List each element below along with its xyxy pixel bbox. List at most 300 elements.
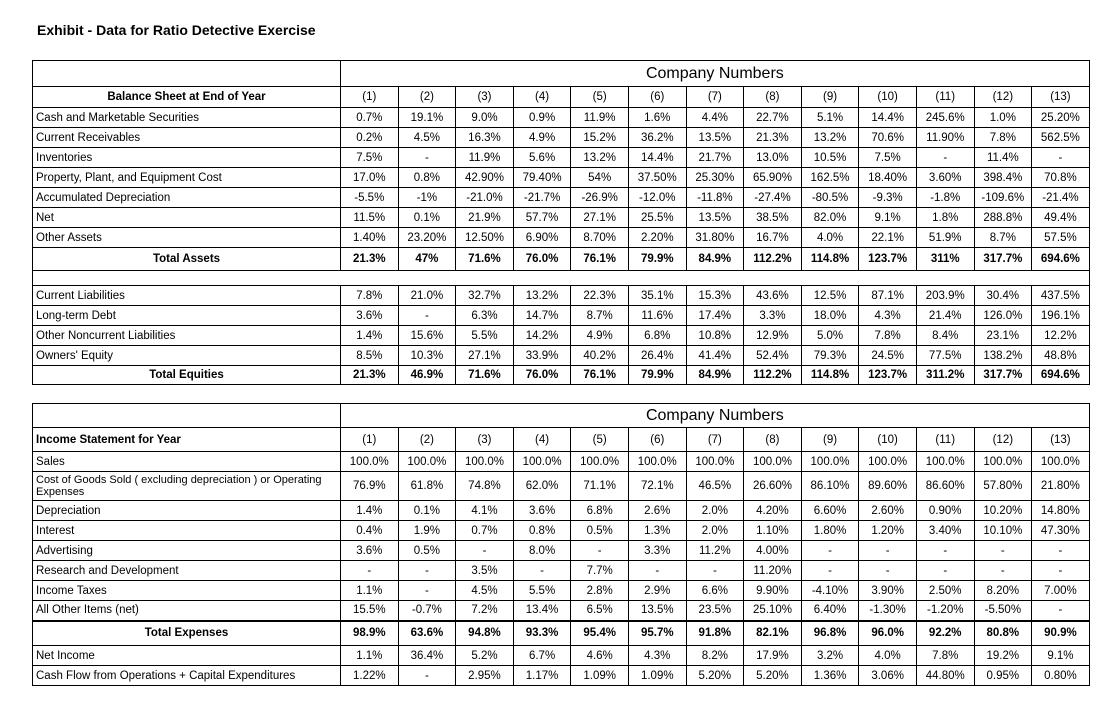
value-cell: 12.50% xyxy=(456,228,514,248)
value-cell: 3.2% xyxy=(801,646,859,666)
value-cell: -26.9% xyxy=(571,188,629,208)
value-cell: 71.1% xyxy=(571,472,629,501)
value-cell: 76.0% xyxy=(513,248,571,271)
value-cell: 6.5% xyxy=(571,601,629,621)
company-number-8: (8) xyxy=(744,87,802,108)
value-cell: 95.7% xyxy=(628,621,686,646)
value-cell: 57.7% xyxy=(513,208,571,228)
table-row xyxy=(33,646,1090,666)
value-cell: 70.6% xyxy=(859,128,917,148)
value-cell: -21.7% xyxy=(513,188,571,208)
value-cell: - xyxy=(686,561,744,581)
value-cell: 100.0% xyxy=(628,452,686,472)
value-cell: 19.1% xyxy=(398,108,456,128)
spacer-row xyxy=(33,271,1090,286)
value-cell: - xyxy=(1032,561,1090,581)
company-number-3: (3) xyxy=(456,87,514,108)
value-cell: 3.06% xyxy=(859,666,917,686)
table-row xyxy=(33,168,1090,188)
value-cell: 1.17% xyxy=(513,666,571,686)
value-cell: 26.4% xyxy=(628,346,686,366)
value-cell: 82.1% xyxy=(744,621,802,646)
row-label: Owners' Equity xyxy=(33,346,341,366)
total-assets-row xyxy=(33,248,1090,271)
company-number-7: (7) xyxy=(686,87,744,108)
value-cell: 21.3% xyxy=(341,366,399,385)
table-row xyxy=(33,228,1090,248)
value-cell: 10.8% xyxy=(686,326,744,346)
value-cell: 4.5% xyxy=(398,128,456,148)
company-number-11: (11) xyxy=(916,428,974,452)
table-row xyxy=(33,472,1090,501)
value-cell: 311% xyxy=(916,248,974,271)
value-cell: 9.1% xyxy=(859,208,917,228)
value-cell: 33.9% xyxy=(513,346,571,366)
value-cell: 3.6% xyxy=(513,501,571,521)
row-label: Total Equities xyxy=(33,366,341,385)
value-cell: 0.2% xyxy=(341,128,399,148)
value-cell: 2.20% xyxy=(628,228,686,248)
header-blank-cell xyxy=(33,61,341,87)
row-label: Total Assets xyxy=(33,248,341,271)
value-cell: 25.5% xyxy=(628,208,686,228)
value-cell: 694.6% xyxy=(1032,248,1090,271)
table-row xyxy=(33,346,1090,366)
row-label: Total Expenses xyxy=(33,621,341,646)
value-cell: 0.4% xyxy=(341,521,399,541)
value-cell: 1.40% xyxy=(341,228,399,248)
value-cell: 100.0% xyxy=(916,452,974,472)
value-cell: 11.6% xyxy=(628,306,686,326)
value-cell: 0.8% xyxy=(398,168,456,188)
value-cell: 0.80% xyxy=(1032,666,1090,686)
value-cell: 27.1% xyxy=(571,208,629,228)
value-cell: 3.90% xyxy=(859,581,917,601)
value-cell: 9.90% xyxy=(744,581,802,601)
balance-sheet-table xyxy=(32,60,1090,385)
value-cell: 10.10% xyxy=(974,521,1032,541)
value-cell: 79.9% xyxy=(628,248,686,271)
row-label: Cash Flow from Operations + Capital Expenditures xyxy=(33,666,341,686)
value-cell: 46.5% xyxy=(686,472,744,501)
value-cell: 1.0% xyxy=(974,108,1032,128)
table-row xyxy=(33,581,1090,601)
value-cell: 1.4% xyxy=(341,326,399,346)
company-numbers-header-row xyxy=(33,404,1090,428)
value-cell: 12.9% xyxy=(744,326,802,346)
value-cell: - xyxy=(859,561,917,581)
value-cell: 25.10% xyxy=(744,601,802,621)
value-cell: 2.0% xyxy=(686,521,744,541)
value-cell: 0.9% xyxy=(513,108,571,128)
company-number-3: (3) xyxy=(456,428,514,452)
value-cell: 41.4% xyxy=(686,346,744,366)
value-cell: 6.40% xyxy=(801,601,859,621)
value-cell: 3.3% xyxy=(744,306,802,326)
spacer-cell xyxy=(33,271,1090,286)
value-cell: 15.6% xyxy=(398,326,456,346)
value-cell: -27.4% xyxy=(744,188,802,208)
company-number-6: (6) xyxy=(628,87,686,108)
value-cell: 1.09% xyxy=(628,666,686,686)
value-cell: 5.20% xyxy=(686,666,744,686)
value-cell: 0.1% xyxy=(398,208,456,228)
value-cell: 7.8% xyxy=(916,646,974,666)
value-cell: 1.1% xyxy=(341,646,399,666)
value-cell: 11.4% xyxy=(974,148,1032,168)
value-cell: 15.5% xyxy=(341,601,399,621)
company-number-row xyxy=(33,87,1090,108)
value-cell: 4.20% xyxy=(744,501,802,521)
value-cell: 203.9% xyxy=(916,286,974,306)
value-cell: -109.6% xyxy=(974,188,1032,208)
value-cell: - xyxy=(571,541,629,561)
value-cell: 10.20% xyxy=(974,501,1032,521)
value-cell: 100.0% xyxy=(571,452,629,472)
value-cell: 23.1% xyxy=(974,326,1032,346)
value-cell: 5.20% xyxy=(744,666,802,686)
value-cell: 4.0% xyxy=(859,646,917,666)
value-cell: 100.0% xyxy=(686,452,744,472)
value-cell: - xyxy=(398,666,456,686)
value-cell: 38.5% xyxy=(744,208,802,228)
table-row xyxy=(33,521,1090,541)
value-cell: 14.2% xyxy=(513,326,571,346)
value-cell: 82.0% xyxy=(801,208,859,228)
value-cell: - xyxy=(513,561,571,581)
total-expenses-row xyxy=(33,621,1090,646)
table-row xyxy=(33,561,1090,581)
value-cell: -4.10% xyxy=(801,581,859,601)
value-cell: 36.4% xyxy=(398,646,456,666)
value-cell: 65.90% xyxy=(744,168,802,188)
value-cell: 48.8% xyxy=(1032,346,1090,366)
company-number-7: (7) xyxy=(686,428,744,452)
value-cell: 100.0% xyxy=(801,452,859,472)
value-cell: 13.2% xyxy=(513,286,571,306)
value-cell: -21.0% xyxy=(456,188,514,208)
value-cell: 17.9% xyxy=(744,646,802,666)
value-cell: 35.1% xyxy=(628,286,686,306)
value-cell: 112.2% xyxy=(744,248,802,271)
value-cell: 4.5% xyxy=(456,581,514,601)
company-number-13: (13) xyxy=(1032,87,1090,108)
value-cell: 21.9% xyxy=(456,208,514,228)
value-cell: 100.0% xyxy=(456,452,514,472)
value-cell: 6.6% xyxy=(686,581,744,601)
value-cell: 8.2% xyxy=(686,646,744,666)
table-row xyxy=(33,541,1090,561)
value-cell: 47% xyxy=(398,248,456,271)
value-cell: - xyxy=(1032,541,1090,561)
value-cell: -5.5% xyxy=(341,188,399,208)
row-label: All Other Items (net) xyxy=(33,601,341,621)
value-cell: 3.6% xyxy=(341,541,399,561)
value-cell: 24.5% xyxy=(859,346,917,366)
company-number-11: (11) xyxy=(916,87,974,108)
value-cell: - xyxy=(1032,601,1090,621)
value-cell: 84.9% xyxy=(686,248,744,271)
company-number-1: (1) xyxy=(341,87,399,108)
company-number-row xyxy=(33,428,1090,452)
section-label: Income Statement for Year xyxy=(33,428,341,452)
value-cell: 21.7% xyxy=(686,148,744,168)
value-cell: 43.6% xyxy=(744,286,802,306)
value-cell: 2.6% xyxy=(628,501,686,521)
row-label: Income Taxes xyxy=(33,581,341,601)
value-cell: 100.0% xyxy=(341,452,399,472)
value-cell: 13.2% xyxy=(571,148,629,168)
value-cell: 16.7% xyxy=(744,228,802,248)
value-cell: 54% xyxy=(571,168,629,188)
value-cell: 0.5% xyxy=(571,521,629,541)
value-cell: 21.3% xyxy=(744,128,802,148)
value-cell: 5.0% xyxy=(801,326,859,346)
value-cell: 11.2% xyxy=(686,541,744,561)
company-numbers-header-row xyxy=(33,61,1090,87)
value-cell: 6.8% xyxy=(628,326,686,346)
value-cell: 10.5% xyxy=(801,148,859,168)
value-cell: 4.4% xyxy=(686,108,744,128)
row-label: Net Income xyxy=(33,646,341,666)
value-cell: -12.0% xyxy=(628,188,686,208)
value-cell: - xyxy=(398,306,456,326)
row-label: Accumulated Depreciation xyxy=(33,188,341,208)
company-number-9: (9) xyxy=(801,87,859,108)
value-cell: -9.3% xyxy=(859,188,917,208)
value-cell: 52.4% xyxy=(744,346,802,366)
company-number-12: (12) xyxy=(974,87,1032,108)
row-label: Inventories xyxy=(33,148,341,168)
value-cell: 7.00% xyxy=(1032,581,1090,601)
value-cell: 398.4% xyxy=(974,168,1032,188)
value-cell: 4.0% xyxy=(801,228,859,248)
company-numbers-header: Company Numbers xyxy=(341,404,1090,428)
row-label: Interest xyxy=(33,521,341,541)
value-cell: 7.8% xyxy=(341,286,399,306)
value-cell: 79.40% xyxy=(513,168,571,188)
value-cell: 3.5% xyxy=(456,561,514,581)
value-cell: 1.8% xyxy=(916,208,974,228)
total-equities-row xyxy=(33,366,1090,385)
value-cell: 80.8% xyxy=(974,621,1032,646)
value-cell: 91.8% xyxy=(686,621,744,646)
value-cell: 70.8% xyxy=(1032,168,1090,188)
value-cell: 437.5% xyxy=(1032,286,1090,306)
value-cell: 3.3% xyxy=(628,541,686,561)
value-cell: 100.0% xyxy=(744,452,802,472)
value-cell: 123.7% xyxy=(859,366,917,385)
value-cell: -80.5% xyxy=(801,188,859,208)
company-number-4: (4) xyxy=(513,428,571,452)
value-cell: 14.4% xyxy=(628,148,686,168)
value-cell: 72.1% xyxy=(628,472,686,501)
value-cell: 77.5% xyxy=(916,346,974,366)
value-cell: 7.5% xyxy=(341,148,399,168)
value-cell: 49.4% xyxy=(1032,208,1090,228)
table-row xyxy=(33,208,1090,228)
company-number-5: (5) xyxy=(571,428,629,452)
value-cell: - xyxy=(916,561,974,581)
value-cell: 42.90% xyxy=(456,168,514,188)
table-row xyxy=(33,286,1090,306)
value-cell: 6.8% xyxy=(571,501,629,521)
value-cell: 79.9% xyxy=(628,366,686,385)
table-row xyxy=(33,108,1090,128)
value-cell: 57.5% xyxy=(1032,228,1090,248)
value-cell: 94.8% xyxy=(456,621,514,646)
value-cell: -1.30% xyxy=(859,601,917,621)
company-number-12: (12) xyxy=(974,428,1032,452)
value-cell: 13.0% xyxy=(744,148,802,168)
value-cell: 37.50% xyxy=(628,168,686,188)
value-cell: 11.5% xyxy=(341,208,399,228)
value-cell: 8.4% xyxy=(916,326,974,346)
value-cell: - xyxy=(1032,148,1090,168)
value-cell: 79.3% xyxy=(801,346,859,366)
value-cell: 100.0% xyxy=(1032,452,1090,472)
row-label: Net xyxy=(33,208,341,228)
value-cell: - xyxy=(916,541,974,561)
value-cell: 18.0% xyxy=(801,306,859,326)
section-label: Balance Sheet at End of Year xyxy=(33,87,341,108)
value-cell: 76.0% xyxy=(513,366,571,385)
value-cell: 3.60% xyxy=(916,168,974,188)
value-cell: 6.3% xyxy=(456,306,514,326)
value-cell: 7.5% xyxy=(859,148,917,168)
value-cell: 22.1% xyxy=(859,228,917,248)
value-cell: 21.4% xyxy=(916,306,974,326)
value-cell: 2.95% xyxy=(456,666,514,686)
row-label: Depreciation xyxy=(33,501,341,521)
value-cell: -1% xyxy=(398,188,456,208)
value-cell: 71.6% xyxy=(456,248,514,271)
value-cell: 92.2% xyxy=(916,621,974,646)
value-cell: 11.9% xyxy=(571,108,629,128)
value-cell: 62.0% xyxy=(513,472,571,501)
value-cell: 11.90% xyxy=(916,128,974,148)
value-cell: 12.2% xyxy=(1032,326,1090,346)
value-cell: 5.5% xyxy=(456,326,514,346)
table-row xyxy=(33,128,1090,148)
row-label: Other Assets xyxy=(33,228,341,248)
value-cell: 25.30% xyxy=(686,168,744,188)
value-cell: 4.3% xyxy=(859,306,917,326)
company-number-4: (4) xyxy=(513,87,571,108)
company-number-10: (10) xyxy=(859,87,917,108)
value-cell: 1.80% xyxy=(801,521,859,541)
value-cell: 96.0% xyxy=(859,621,917,646)
value-cell: 71.6% xyxy=(456,366,514,385)
value-cell: -1.8% xyxy=(916,188,974,208)
value-cell: 2.50% xyxy=(916,581,974,601)
value-cell: 21.80% xyxy=(1032,472,1090,501)
value-cell: 76.1% xyxy=(571,248,629,271)
value-cell: 40.2% xyxy=(571,346,629,366)
value-cell: 17.4% xyxy=(686,306,744,326)
value-cell: 8.7% xyxy=(974,228,1032,248)
value-cell: 76.1% xyxy=(571,366,629,385)
value-cell: 1.09% xyxy=(571,666,629,686)
value-cell: 7.2% xyxy=(456,601,514,621)
value-cell: 11.20% xyxy=(744,561,802,581)
value-cell: 317.7% xyxy=(974,248,1032,271)
value-cell: 44.80% xyxy=(916,666,974,686)
value-cell: 311.2% xyxy=(916,366,974,385)
value-cell: 32.7% xyxy=(456,286,514,306)
value-cell: 74.8% xyxy=(456,472,514,501)
value-cell: - xyxy=(398,148,456,168)
value-cell: 7.8% xyxy=(974,128,1032,148)
value-cell: - xyxy=(341,561,399,581)
value-cell: 36.2% xyxy=(628,128,686,148)
value-cell: 694.6% xyxy=(1032,366,1090,385)
value-cell: 93.3% xyxy=(513,621,571,646)
value-cell: 61.8% xyxy=(398,472,456,501)
value-cell: 19.2% xyxy=(974,646,1032,666)
value-cell: 57.80% xyxy=(974,472,1032,501)
value-cell: 0.90% xyxy=(916,501,974,521)
value-cell: 317.7% xyxy=(974,366,1032,385)
value-cell: 114.8% xyxy=(801,248,859,271)
value-cell: 17.0% xyxy=(341,168,399,188)
value-cell: 1.36% xyxy=(801,666,859,686)
value-cell: 2.0% xyxy=(686,501,744,521)
value-cell: - xyxy=(628,561,686,581)
value-cell: 11.9% xyxy=(456,148,514,168)
value-cell: - xyxy=(974,541,1032,561)
value-cell: 90.9% xyxy=(1032,621,1090,646)
value-cell: 3.40% xyxy=(916,521,974,541)
value-cell: 13.5% xyxy=(686,128,744,148)
company-number-8: (8) xyxy=(744,428,802,452)
value-cell: 112.2% xyxy=(744,366,802,385)
value-cell: -5.50% xyxy=(974,601,1032,621)
value-cell: 13.2% xyxy=(801,128,859,148)
value-cell: 100.0% xyxy=(974,452,1032,472)
value-cell: 2.9% xyxy=(628,581,686,601)
value-cell: 14.80% xyxy=(1032,501,1090,521)
value-cell: 126.0% xyxy=(974,306,1032,326)
value-cell: 9.0% xyxy=(456,108,514,128)
row-label: Research and Development xyxy=(33,561,341,581)
value-cell: - xyxy=(801,561,859,581)
value-cell: 6.60% xyxy=(801,501,859,521)
value-cell: 0.95% xyxy=(974,666,1032,686)
value-cell: 76.9% xyxy=(341,472,399,501)
value-cell: - xyxy=(916,148,974,168)
value-cell: - xyxy=(974,561,1032,581)
value-cell: 84.9% xyxy=(686,366,744,385)
row-label: Property, Plant, and Equipment Cost xyxy=(33,168,341,188)
value-cell: -0.7% xyxy=(398,601,456,621)
value-cell: 89.60% xyxy=(859,472,917,501)
value-cell: 1.1% xyxy=(341,581,399,601)
value-cell: 4.9% xyxy=(571,326,629,346)
table-row xyxy=(33,501,1090,521)
table-row xyxy=(33,188,1090,208)
value-cell: 96.8% xyxy=(801,621,859,646)
value-cell: - xyxy=(398,561,456,581)
value-cell: 25.20% xyxy=(1032,108,1090,128)
table-row xyxy=(33,306,1090,326)
value-cell: 0.1% xyxy=(398,501,456,521)
value-cell: 10.3% xyxy=(398,346,456,366)
value-cell: 100.0% xyxy=(398,452,456,472)
row-label: Current Receivables xyxy=(33,128,341,148)
value-cell: 14.7% xyxy=(513,306,571,326)
value-cell: 46.9% xyxy=(398,366,456,385)
